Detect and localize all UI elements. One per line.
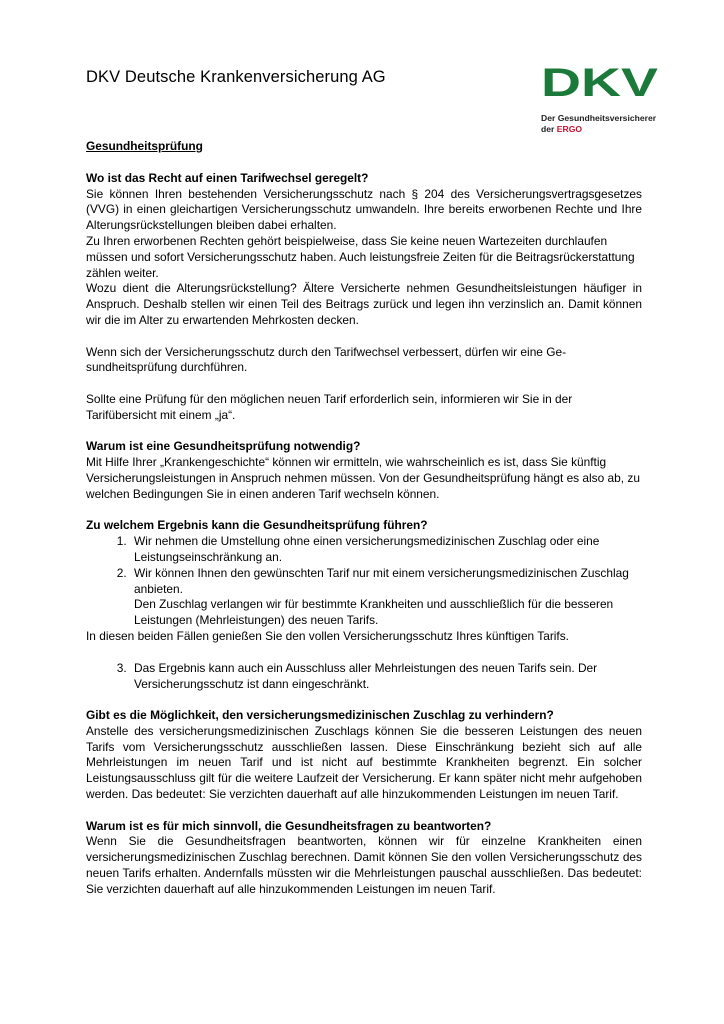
list-item-text: Den Zuschlag verlangen wir für bestimmte Krankheiten und ausschließlich für die besseren Leistungen (Mehrleistungen) des neuen Tarifs. [134,597,614,628]
heading-zuschlag: Gibt es die Möglichkeit, den versicherungsmedizinischen Zuschlag zu verhindern? [86,708,554,723]
logo-tagline [541,113,656,135]
heading-tarifwechsel: Wo ist das Recht auf einen Tarifwechsel geregelt? [86,170,369,185]
result-list-continued [86,661,642,693]
paragraph: Zu Ihren erworbenen Rechten gehört beispielweise, dass Sie keine neuen Wartezeiten durchlaufen müssen und sofort Versicherungsschutz haben. Auch leistungsfreie Zeiten für die Beitragsrückerstattung zählen weiter. [86,233,635,280]
paragraph: Anstelle des versicherungsmedizinischen Zuschlags können Sie die besseren Leistungen des neuen Tarifs vom Versicherungsschutz ausschließen lassen. Diese Einschränkung bezieht sich auf alle Mehrleistungen im neuen Tarif und ist nicht auf bestimmte Krankheiten begrenzt. Ein solcher Leistungsausschluss gilt für die weitere Laufzeit der Versicherung. Er kann später nicht mehr aufgehoben werden. Das bedeutet: Sie verzichten dauerhaft auf alle hinzukommenden Leistungen im neuen Tarif. [86,723,642,802]
document-body [86,139,642,898]
list-item: 3. Das Ergebnis kann auch ein Ausschluss aller Mehrleistungen des neuen Tarifs sein. Der Versicherungsschutz ist dann eingeschränkt. [130,661,642,693]
ergo-brand: ERGO [556,124,583,134]
list-item: 1. Wir nehmen die Umstellung ohne einen versicherungsmedizinischen Zuschlag oder eine Leistungseinschränkung an. [130,534,642,566]
paragraph: Wenn sich der Versicherungsschutz durch den Tarifwechsel verbessert, dürfen wir eine Gesundheitsprüfung durchführen. [86,344,567,375]
result-list [86,534,642,629]
heading-notwendig: Warum ist eine Gesundheitsprüfung notwendig? [86,439,361,454]
dkv-logo-mark [541,66,659,98]
tagline-prefix: der [541,124,557,134]
dkv-logo [541,66,681,98]
paragraph: Sollte eine Prüfung für den möglichen neuen Tarif erforderlich sein, informieren wir Sie in der Tarifübersicht mit einem „ja“. [86,391,573,422]
tagline-line2 [541,124,656,135]
list-item-text: 2. Wir können Ihnen den gewünschten Tarif nur mit einem versicherungsmedizinischen Zuschlag anbieten. [134,565,629,596]
paragraph: Sie können Ihren bestehenden Versicherungsschutz nach § 204 des Versicherungsvertragsgesetzes (VVG) in einen gleichartigen Versicherungsschutz umwandeln. Ihre bereits erworbenen Rechte und Ihre Alterungsrückstellungen bleiben dabei erhalten. [86,186,642,233]
dkv-logo-text: DKV [541,66,659,98]
paragraph: In diesen beiden Fällen genießen Sie den vollen Versicherungsschutz Ihres künftigen Tarifs. [86,628,569,643]
list-item [130,566,642,629]
tagline-line1: Der Gesundheitsversicherer [541,113,657,123]
paragraph: Wozu dient die Alterungsrückstellung? Ältere Versicherte nehmen Gesundheitsleistungen häufiger in Anspruch. Deshalb stellen wir einen Teil des Beitrags zurück und legen ihn verzinslich an. Damit können wir die im Alter zu erwartenden Mehrkosten decken. [86,281,642,327]
company-name: DKV Deutsche Krankenversicherung AG [86,68,386,86]
section-title: Gesundheitsprüfung [86,139,203,153]
heading-ergebnis: Zu welchem Ergebnis kann die Gesundheitsprüfung führen? [86,518,428,533]
heading-gesundheitsfragen: Warum ist es für mich sinnvoll, die Gesundheitsfragen zu beantworten? [86,818,492,833]
paragraph: Wenn Sie die Gesundheitsfragen beantworten, können wir für einzelne Krankheiten einen versicherungsmedizinischen Zuschlag berechnen. Damit können Sie den vollen Versicherungsschutz des neuen Tarifs erhalten. Andernfalls müssten wir die Mehrleistungen pauschal ausschließen. Das bedeutet: Sie verzichten dauerhaft auf alle hinzukommenden Leistungen im neuen Tarif. [86,834,642,896]
paragraph: Mit Hilfe Ihrer „Krankengeschichte“ können wir ermitteln, wie wahrscheinlich es ist, dass Sie künftig Versicherungsleistungen in Anspruch nehmen müssen. Von der Gesundheitsprüfung hängt es also ab, zu welchen Bedingungen Sie in einen anderen Tarif wechseln können. [86,455,640,501]
